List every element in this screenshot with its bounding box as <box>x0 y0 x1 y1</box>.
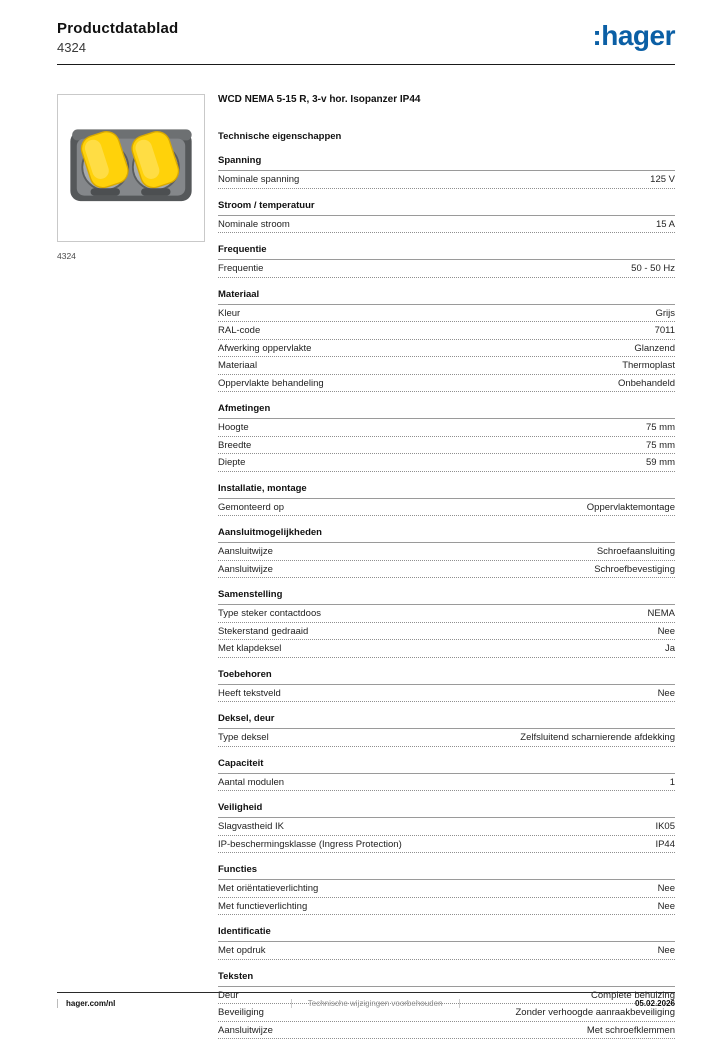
section-heading: Functies <box>218 864 675 880</box>
section-heading: Spanning <box>218 155 675 171</box>
spec-sections <box>218 155 675 1039</box>
spec-label: Deur <box>218 990 239 1001</box>
spec-value: 1 <box>658 777 675 788</box>
spec-row <box>218 499 675 517</box>
page-title: Productdatablad <box>57 20 178 37</box>
spec-value: Zonder verhoogde aanraakbeveiliging <box>503 1007 675 1018</box>
spec-value: 7011 <box>643 325 675 336</box>
spec-row <box>218 685 675 703</box>
spec-row <box>218 419 675 437</box>
spec-value: Thermoplast <box>610 360 675 371</box>
spec-section <box>218 155 675 189</box>
document-number: 4324 <box>57 40 178 55</box>
product-title: WCD NEMA 5-15 R, 3-v hor. Isopanzer IP44 <box>218 94 675 105</box>
section-heading: Capaciteit <box>218 758 675 774</box>
spec-row <box>218 171 675 189</box>
header <box>57 20 675 55</box>
spec-label: Frequentie <box>218 263 263 274</box>
spec-value: 59 mm <box>634 457 675 468</box>
spec-value: Schroefbevestiging <box>582 564 675 575</box>
spec-row <box>218 375 675 393</box>
technical-properties-title: Technische eigenschappen <box>218 131 675 142</box>
section-heading: Samenstelling <box>218 589 675 605</box>
spec-label: Diepte <box>218 457 245 468</box>
spec-value: 75 mm <box>634 440 675 451</box>
spec-label: Afwerking oppervlakte <box>218 343 311 354</box>
spec-row <box>218 454 675 472</box>
spec-row <box>218 640 675 658</box>
footer-date: 05.02.2026 <box>635 999 675 1008</box>
spec-column <box>218 94 675 1039</box>
footer <box>57 992 675 1008</box>
spec-value: Met schroefklemmen <box>575 1025 675 1036</box>
spec-section <box>218 527 675 578</box>
section-heading: Stroom / temperatuur <box>218 200 675 216</box>
spec-label: Hoogte <box>218 422 249 433</box>
spec-section <box>218 589 675 658</box>
spec-value: 75 mm <box>634 422 675 433</box>
spec-row <box>218 437 675 455</box>
spec-label: Beveiliging <box>218 1007 264 1018</box>
spec-row <box>218 623 675 641</box>
product-image-caption: 4324 <box>57 251 205 261</box>
spec-label: Aansluitwijze <box>218 1025 273 1036</box>
spec-label: Gemonteerd op <box>218 502 284 513</box>
spec-label: Aantal modulen <box>218 777 284 788</box>
spec-value: Nee <box>646 901 675 912</box>
spec-value: Onbehandeld <box>606 378 675 389</box>
spec-label: Oppervlakte behandeling <box>218 378 324 389</box>
product-photo <box>63 100 199 236</box>
spec-value: Nee <box>646 626 675 637</box>
spec-row <box>218 774 675 792</box>
spec-value: NEMA <box>636 608 675 619</box>
spec-value: Nee <box>646 688 675 699</box>
spec-value: Ja <box>653 643 675 654</box>
spec-section <box>218 713 675 747</box>
spec-label: Aansluitwijze <box>218 564 273 575</box>
spec-row <box>218 1022 675 1039</box>
spec-row <box>218 260 675 278</box>
spec-label: Nominale stroom <box>218 219 290 230</box>
spec-value: 50 - 50 Hz <box>619 263 675 274</box>
spec-row <box>218 898 675 916</box>
spec-label: Nominale spanning <box>218 174 299 185</box>
spec-row <box>218 561 675 579</box>
product-image-frame <box>57 94 205 242</box>
spec-section <box>218 200 675 234</box>
spec-row <box>218 340 675 358</box>
spec-label: Heeft tekstveld <box>218 688 281 699</box>
spec-label: Type steker contactdoos <box>218 608 321 619</box>
spec-label: Slagvastheid IK <box>218 821 284 832</box>
spec-value: Schroefaansluiting <box>585 546 675 557</box>
spec-row <box>218 543 675 561</box>
spec-value: Complete behuizing <box>579 990 675 1001</box>
section-heading: Identificatie <box>218 926 675 942</box>
spec-section <box>218 758 675 792</box>
spec-label: Type deksel <box>218 732 269 743</box>
spec-label: Met functieverlichting <box>218 901 307 912</box>
footer-disclaimer: Technische wijzigingen voorbehouden <box>291 999 460 1008</box>
section-heading: Aansluitmogelijkheden <box>218 527 675 543</box>
product-image-column <box>57 94 205 1039</box>
spec-label: Met opdruk <box>218 945 266 956</box>
section-heading: Toebehoren <box>218 669 675 685</box>
section-heading: Frequentie <box>218 244 675 260</box>
spec-value: 125 V <box>638 174 675 185</box>
spec-label: Kleur <box>218 308 240 319</box>
spec-row <box>218 818 675 836</box>
spec-value: Grijs <box>643 308 675 319</box>
spec-label: IP-beschermingsklasse (Ingress Protection) <box>218 839 402 850</box>
footer-website-link[interactable]: hager.com/nl <box>57 999 115 1008</box>
spec-value: Oppervlaktemontage <box>575 502 675 513</box>
spec-row <box>218 605 675 623</box>
spec-label: Breedte <box>218 440 251 451</box>
spec-section <box>218 403 675 472</box>
spec-row <box>218 357 675 375</box>
spec-label: Aansluitwijze <box>218 546 273 557</box>
spec-row <box>218 322 675 340</box>
hager-logo: :hager <box>592 22 675 50</box>
spec-value: IK05 <box>643 821 675 832</box>
spec-row <box>218 305 675 323</box>
spec-row <box>218 729 675 747</box>
section-heading: Materiaal <box>218 289 675 305</box>
main-content <box>57 94 675 1039</box>
spec-value: Zelfsluitend scharnierende afdekking <box>508 732 675 743</box>
spec-row <box>218 942 675 960</box>
section-heading: Deksel, deur <box>218 713 675 729</box>
spec-label: Met oriëntatieverlichting <box>218 883 318 894</box>
spec-label: Materiaal <box>218 360 257 371</box>
spec-value: Glanzend <box>622 343 675 354</box>
spec-label: RAL-code <box>218 325 260 336</box>
section-heading: Installatie, montage <box>218 483 675 499</box>
spec-value: 15 A <box>644 219 675 230</box>
spec-section <box>218 289 675 393</box>
spec-section <box>218 669 675 703</box>
spec-section <box>218 244 675 278</box>
spec-section <box>218 802 675 853</box>
spec-row <box>218 216 675 234</box>
spec-section <box>218 926 675 960</box>
spec-row <box>218 836 675 854</box>
spec-value: Nee <box>646 945 675 956</box>
spec-label: Stekerstand gedraaid <box>218 626 308 637</box>
spec-section <box>218 864 675 915</box>
spec-section <box>218 483 675 517</box>
spec-label: Met klapdeksel <box>218 643 281 654</box>
section-heading: Teksten <box>218 971 675 987</box>
spec-value: IP44 <box>643 839 675 850</box>
header-divider <box>57 64 675 65</box>
section-heading: Afmetingen <box>218 403 675 419</box>
spec-value: Nee <box>646 883 675 894</box>
spec-row <box>218 880 675 898</box>
section-heading: Veiligheid <box>218 802 675 818</box>
header-titles <box>57 20 178 55</box>
